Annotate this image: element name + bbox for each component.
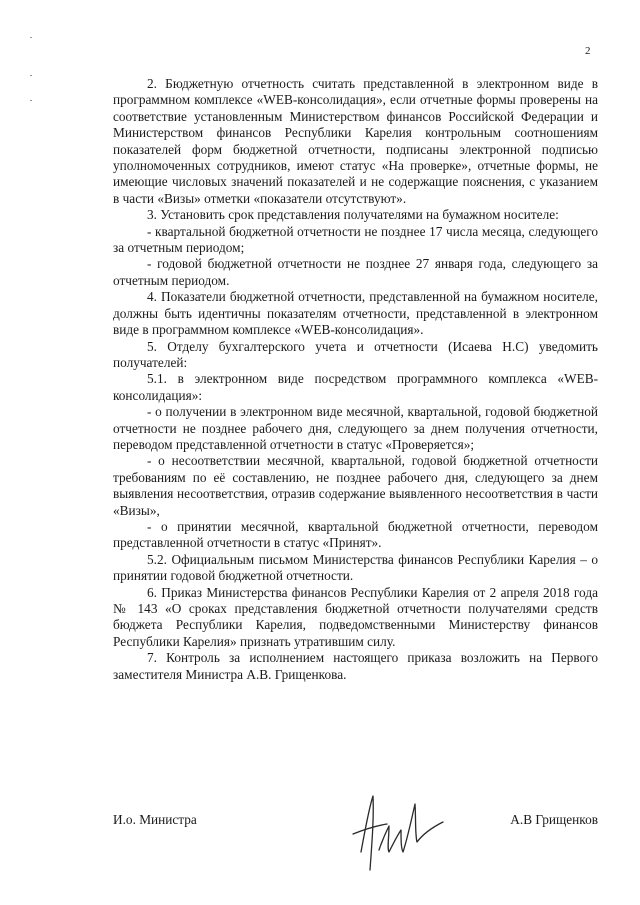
paragraph-3-item-1: - квартальной бюджетной отчетности не позднее 17 числа месяца, следующего за отчетным периодом; <box>113 223 598 256</box>
paragraph-6: 6. Приказ Министерства финансов Республики Карелия от 2 апреля 2018 года № 143 «О сроках представления бюджетной отчетности получателями средств бюджета Республики Карелия, подведомственными Министерству финансов Республики Карелия» признать утратившим силу. <box>113 584 598 649</box>
paragraph-5-1-item-3: - о принятии месячной, квартальной бюджетной отчетности, переводом представленной отчетности в статус «Принят». <box>113 518 598 551</box>
paragraph-5-1-item-1: - о получении в электронном виде месячной, квартальной, годовой бюджетной отчетности не позднее рабочего дня, следующего за днем получения отчетности, переводом представленной отчетности в статус «Проверяется»; <box>113 404 598 452</box>
document-body <box>113 76 598 683</box>
handwritten-signature-icon <box>343 790 463 878</box>
paragraph-3-item-2: - годовой бюджетной отчетности не позднее 27 января года, следующего за отчетным периодом. <box>113 256 598 288</box>
paragraph-2: 2. Бюджетную отчетность считать представленной в электронном виде в программном комплексе «WEB-консолидация», если отчетные формы проверены на соответствие установленным Министерством финансов Российской Федерации и Министерством финансов Республики Карелия контрольным соотношениям показателей форм бюджетной отчетности, подписаны электронной подписью уполномоченных сотрудников, имеют статус «На проверке», отчетные формы, не имеющие числовых значений показателей и не содержащие пояснения, с указанием в части «Визы» отметки «показатели отсутствуют». <box>113 76 598 206</box>
page-number: 2 <box>585 45 591 57</box>
paragraph-5: 5. Отделу бухгалтерского учета и отчетности (Исаева Н.С) уведомить получателей: <box>113 338 598 370</box>
scan-speck <box>30 75 32 76</box>
paragraph-7: 7. Контроль за исполнением настоящего приказа возложить на Первого заместителя Министра А.В. Грищенкова. <box>113 650 598 682</box>
paragraph-4: 4. Показатели бюджетной отчетности, представленной на бумажном носителе, должны быть идентичны показателям отчетности, представленной в электронном виде в программном комплексе «WEB-консолидация». <box>113 289 598 338</box>
signatory-name: А.В Грищенков <box>510 812 598 827</box>
paragraph-5-1-item-2: - о несоответствии месячной, квартальной, годовой бюджетной отчетности требованиям по её составлению, не позднее рабочего дня, следующего за днем выявления несоответствия, отразив содержание выявленного несоответствия в части «Визы», <box>113 453 598 518</box>
signature-block <box>113 808 598 868</box>
paragraph-5-1: 5.1. в электронном виде посредством программного комплекса «WEB-консолидация»: <box>113 371 598 403</box>
scan-speck <box>30 100 32 101</box>
paragraph-3: 3. Установить срок представления получателями на бумажном носителе: <box>147 207 559 223</box>
signatory-title: И.о. Министра <box>113 812 197 827</box>
paragraph-5-2: 5.2. Официальным письмом Министерства финансов Республики Карелия – о принятии годовой бюджетной отчетности. <box>113 551 598 584</box>
scan-speck <box>30 37 32 38</box>
